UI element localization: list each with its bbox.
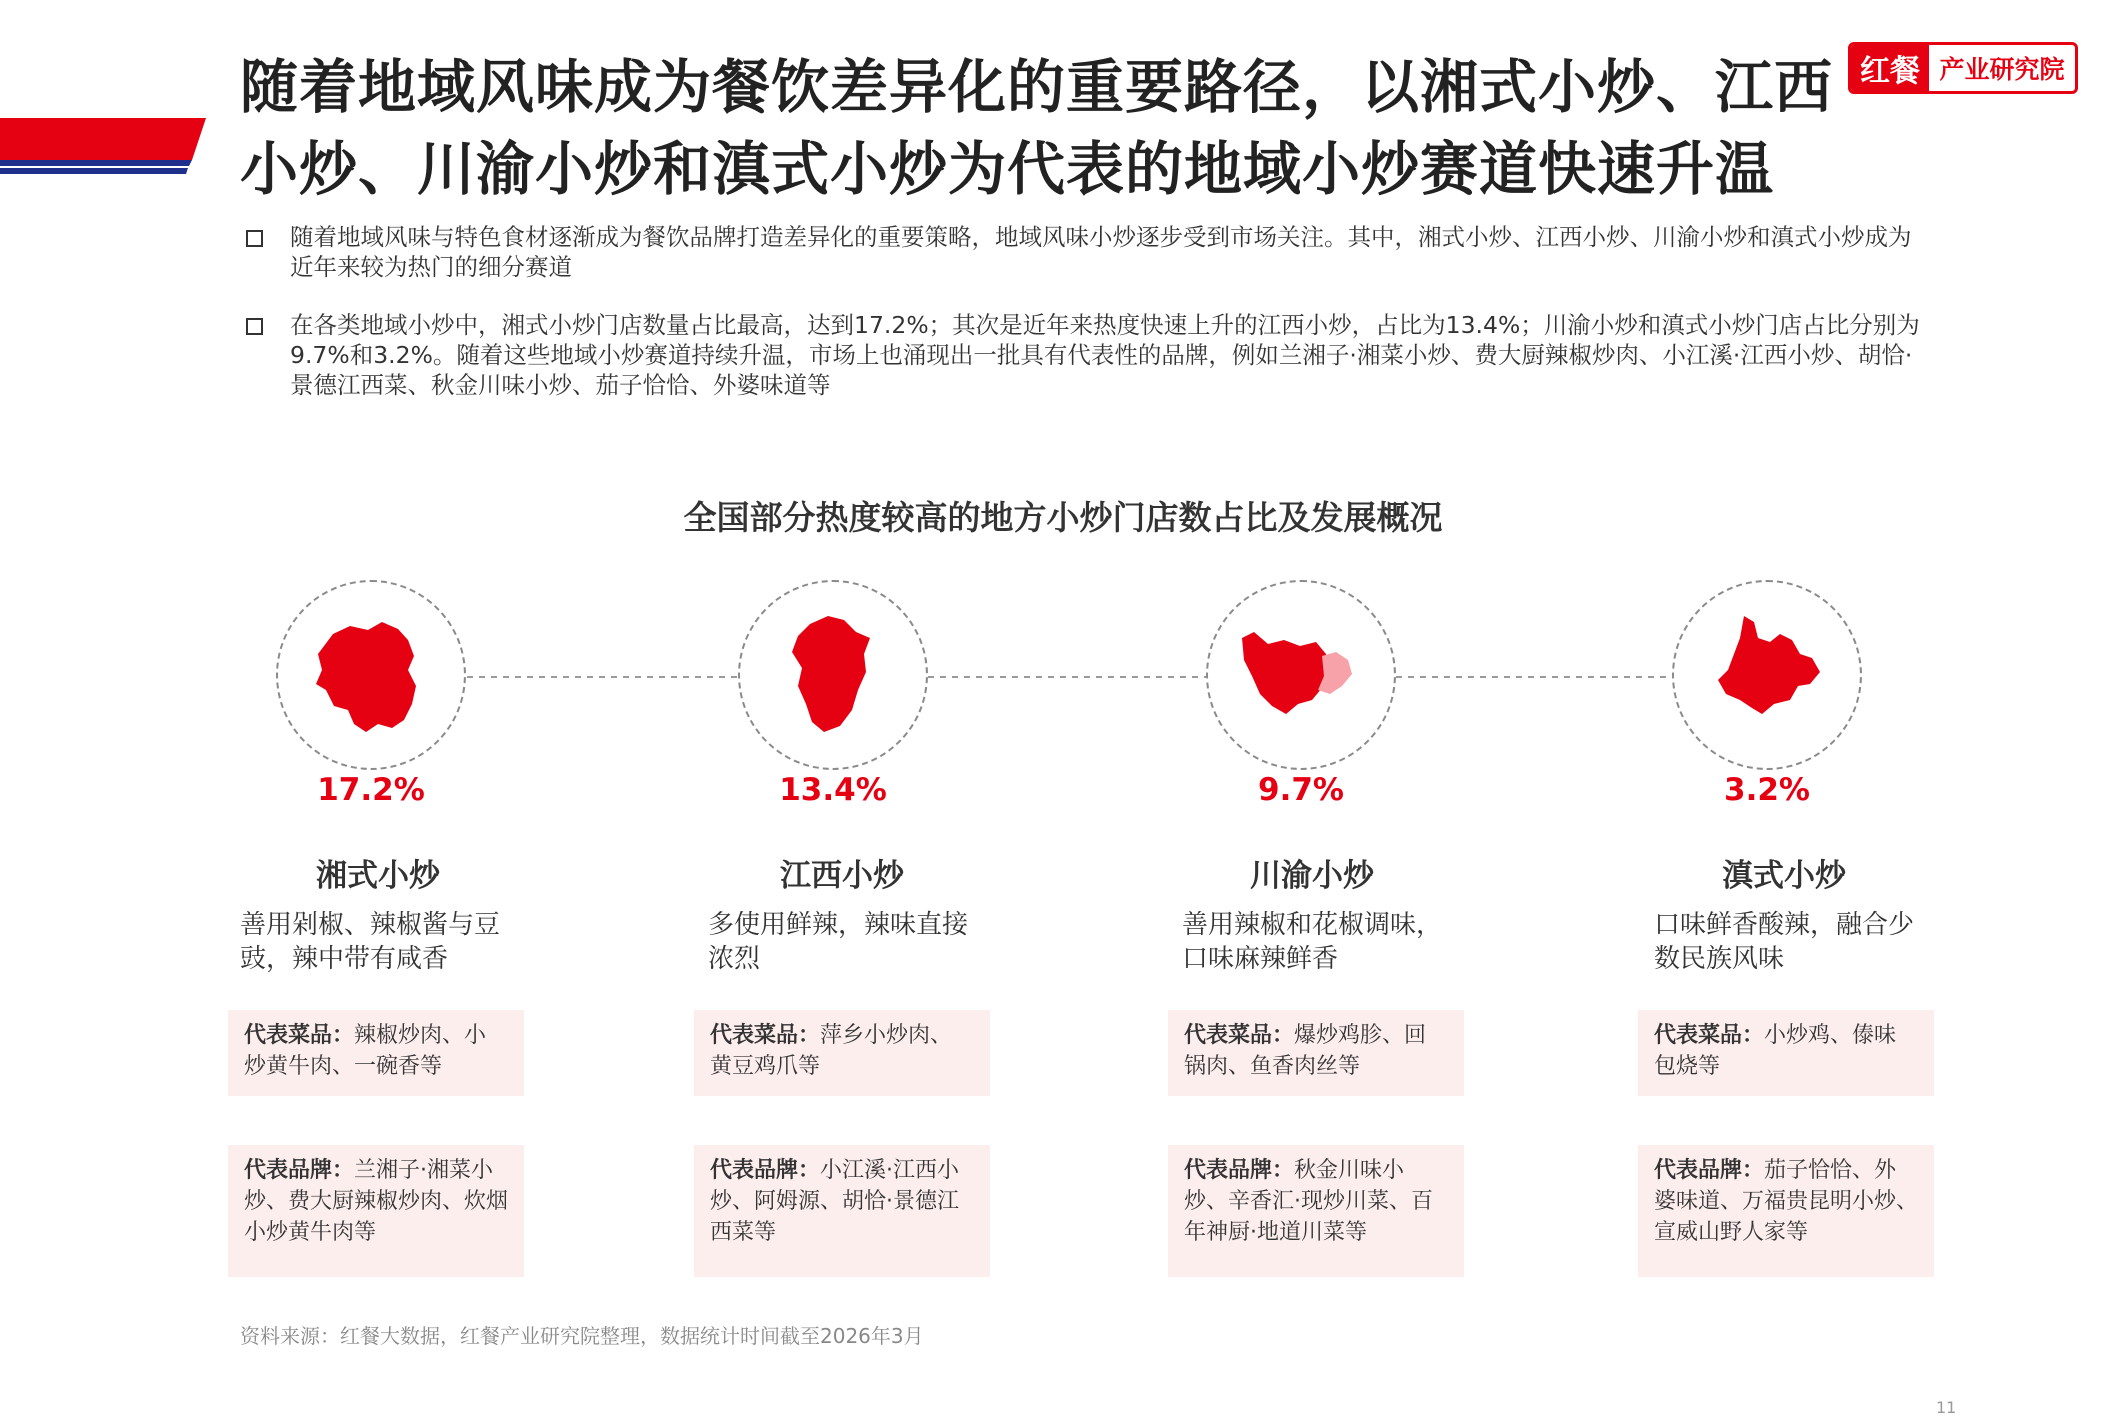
hunan-map-icon (278, 582, 468, 772)
map-circle (1672, 580, 1862, 770)
bullet-text: 在各类地域小炒中，湘式小炒门店数量占比最高，达到17.2%；其次是近年来热度快速上升的江西小炒，占比为13.4%；川渝小炒和滇式小炒门店占比分别为9.7%和3.2%。随着这些地域小炒赛道持续升温，市场上也涌现出一批具有代表性的品牌，例如兰湘子·湘菜小炒、费大厨辣椒炒肉、小江溪·江西小炒、胡恰·景德江西菜、秋金川味小炒、茄子恰恰、外婆味道等 (290, 311, 1920, 399)
dishes-label: 代表菜品： (1184, 1023, 1295, 1048)
yunnan-map-icon (1674, 582, 1864, 772)
map-circle (1206, 580, 1396, 770)
bullet-text: 随着地域风味与特色食材逐渐成为餐饮品牌打造差异化的重要策略，地域风味小炒逐步受到市场关注。其中，湘式小炒、江西小炒、川渝小炒和滇式小炒成为近年来较为热门的细分赛道 (290, 223, 1912, 281)
map-circle (738, 580, 928, 770)
category-description: 善用辣椒和花椒调味，口味麻辣鲜香 (1182, 910, 1443, 974)
dishes-text: 辣椒炒肉、小炒黄牛肉、一碗香等 (244, 1023, 487, 1079)
section-title: 全国部分热度较高的地方小炒门店数占比及发展概况 (683, 498, 1443, 537)
brands-text: 小江溪·江西小炒、阿姆源、胡恰·景德江西菜等 (710, 1158, 960, 1245)
share-percent: 13.4% (779, 772, 887, 808)
representative-brands-card (1168, 1145, 1464, 1277)
representative-dishes-card (1168, 1010, 1464, 1096)
dishes-text: 爆炒鸡胗、回锅肉、鱼香肉丝等 (1184, 1023, 1427, 1079)
representative-brands-card (228, 1145, 524, 1277)
data-source-note: 资料来源：红餐大数据，红餐产业研究院整理，数据统计时间截至2026年3月 (240, 1324, 924, 1348)
representative-dishes-card (1638, 1010, 1934, 1096)
dishes-label: 代表菜品： (710, 1023, 821, 1048)
dishes-text: 萍乡小炒肉、黄豆鸡爪等 (710, 1023, 953, 1079)
representative-dishes-card (694, 1010, 990, 1096)
sichuan-chongqing-map-icon (1208, 582, 1398, 772)
map-circle (276, 580, 466, 770)
dishes-label: 代表菜品： (244, 1023, 355, 1048)
brands-text: 兰湘子·湘菜小炒、费大厨辣椒炒肉、炊烟小炒黄牛肉等 (244, 1158, 509, 1245)
logo-brand-text: 红餐 (1851, 45, 1929, 91)
page-title: 随着地域风味成为餐饮差异化的重要路径，以湘式小炒、江西小炒、川渝小炒和滇式小炒为代表的地域小炒赛道快速升温 (240, 53, 1834, 203)
brands-text: 秋金川味小炒、辛香汇·现炒川菜、百年神厨·地道川菜等 (1184, 1158, 1433, 1245)
share-percent: 9.7% (1258, 772, 1344, 808)
brands-text: 茄子恰恰、外婆味道、万福贵昆明小炒、宣威山野人家等 (1654, 1158, 1919, 1245)
logo-institute-text: 产业研究院 (1939, 55, 2065, 84)
share-percent: 3.2% (1724, 772, 1810, 808)
category-description: 口味鲜香酸辣，融合少数民族风味 (1654, 910, 1915, 974)
category-description: 善用剁椒、辣椒酱与豆豉，辣中带有咸香 (240, 910, 501, 974)
dishes-text: 小炒鸡、傣味包烧等 (1654, 1023, 1897, 1079)
brands-label: 代表品牌： (244, 1158, 355, 1183)
brands-label: 代表品牌： (710, 1158, 821, 1183)
representative-dishes-card (228, 1010, 524, 1096)
brands-label: 代表品牌： (1654, 1158, 1765, 1183)
representative-brands-card (1638, 1145, 1934, 1277)
dishes-label: 代表菜品： (1654, 1023, 1765, 1048)
share-percent: 17.2% (317, 772, 425, 808)
category-name: 川渝小炒 (1250, 858, 1374, 894)
representative-brands-card (694, 1145, 990, 1277)
category-description: 多使用鲜辣，辣味直接浓烈 (708, 910, 969, 974)
page-number: 11 (1936, 1398, 1957, 1417)
category-name: 湘式小炒 (316, 858, 440, 894)
category-name: 江西小炒 (780, 858, 904, 894)
jiangxi-map-icon (740, 582, 930, 772)
brands-label: 代表品牌： (1184, 1158, 1295, 1183)
category-name: 滇式小炒 (1722, 858, 1846, 894)
